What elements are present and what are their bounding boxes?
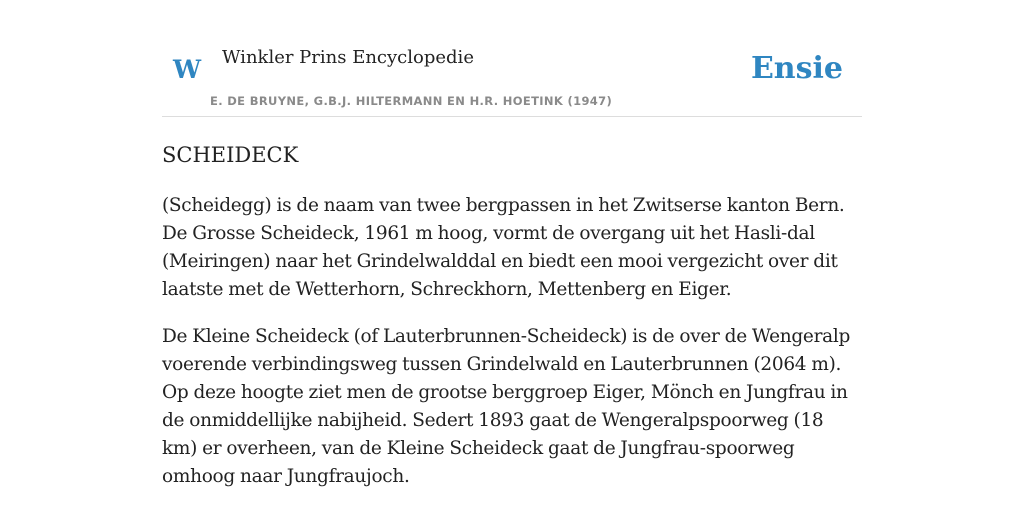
entry-paragraph: De Kleine Scheideck (of Lauterbrunnen-Scheideck) is de over de Wengeralp voerende verbindingsweg tussen Grindelwald en Lauterbrunnen (2064 m). Op deze hoogte ziet men de grootse berggroep Eiger, Mönch en Jungfrau in de onmiddellijke nabijheid. Sedert 1893 gaat de Wengeralpspoorweg (18 km) er overheen, van de Kleine Scheideck gaat de Jungfrau-spoorweg omhoog naar Jungfraujoch. [162,326,851,487]
source-title[interactable]: Winkler Prins Encyclopedie [222,47,474,68]
entry-paragraph: (Scheidegg) is de naam van twee bergpassen in het Zwitserse kanton Bern. De Grosse Scheideck, 1961 m hoog, vormt de overgang uit het Hasli-dal (Meiringen) naar het Grindelwalddal en biedt een mooi vergezicht over dit laatste met de Wetterhorn, Schreckhorn, Mettenberg en Eiger. [162,195,845,300]
brand-logo[interactable]: Ensie [750,51,843,86]
source-authors: E. DE BRUYNE, G.B.J. HILTERMANN EN H.R. HOETINK (1947) [210,94,613,108]
source-logo[interactable]: W [173,55,202,84]
entry-content [162,192,862,510]
entry-title: SCHEIDECK [162,143,299,167]
source-header [162,0,862,117]
